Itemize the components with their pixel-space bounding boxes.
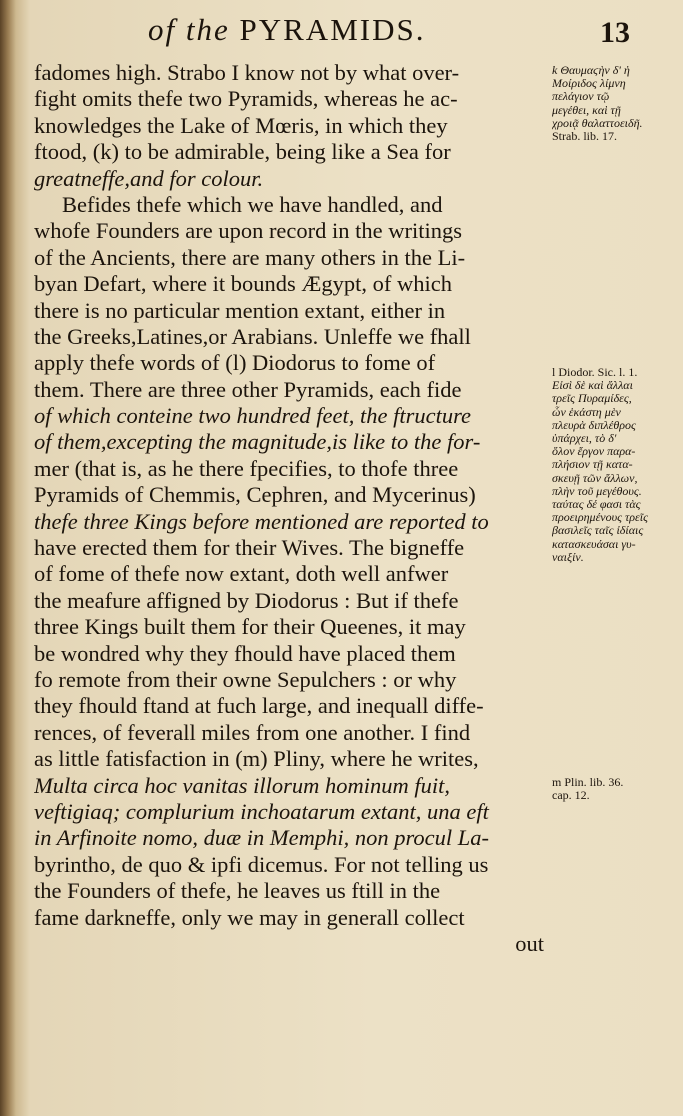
marginal-line: ὅλον ἔργον παρα- xyxy=(552,445,636,459)
text-line: knowledges the Lake of Mœris, in which they xyxy=(34,112,448,138)
text-line: Befides thefe which we have handled, and xyxy=(62,191,443,217)
running-head xyxy=(148,12,425,48)
text-line: fo remote from their owne Sepulchers : or why xyxy=(34,666,457,692)
marginal-line: μεγέθει, καὶ τῇ xyxy=(552,103,621,117)
text-line: byrintho, de quo & ipfi dicemus. For not telling us xyxy=(34,851,489,877)
text-line: of which conteine two hundred feet, the ftructure xyxy=(34,403,471,429)
marginal-note-l xyxy=(552,366,680,564)
text-line: thefe three Kings before mentioned are reported to xyxy=(34,508,489,534)
text-line: they fhould ftand at fuch large, and inequall diffe- xyxy=(34,693,484,719)
text-line: Multa circa hoc vanitas illorum hominum fuit, xyxy=(34,772,451,798)
text-line: ftood, (k) to be admirable, being like a Sea for xyxy=(34,139,451,165)
marginal-line: m Plin. lib. 36. xyxy=(552,776,624,789)
marginal-line: σκευῇ τῶν ἄλλων, xyxy=(552,471,638,485)
text-line: the Greeks,Latines,or Arabians. Unleffe we fhall xyxy=(34,323,471,349)
text-line: be wondred why they fhould have placed them xyxy=(34,640,456,666)
running-head-title: PYRAMIDS. xyxy=(239,12,426,47)
marginal-line: τρεῖς Πυραμίδες, xyxy=(552,392,632,406)
text-line: fadomes high. Strabo I know not by what over- xyxy=(34,60,460,85)
marginal-line: πελάγιον τῷ xyxy=(552,90,610,104)
text-line: veftigiaq; complurium inchoatarum extant, una eft xyxy=(34,798,489,824)
marginal-line: προειρημένους τρεῖς xyxy=(552,511,648,525)
marginal-line: βασιλεῖς ταῖς ἰδίαις xyxy=(552,524,644,538)
running-head-prefix: of the xyxy=(148,12,230,47)
marginal-note-k xyxy=(552,64,680,143)
marginal-line: χροιᾷ θαλαττοειδῆ. xyxy=(552,116,643,130)
text-line: as little fatisfaction in (m) Pliny, where he writes, xyxy=(34,746,479,772)
text-line: greatneffe,and for colour. xyxy=(34,165,264,191)
text-line: have erected them for their Wives. The bigneffe xyxy=(34,535,465,561)
text-line: of fome of thefe now extant, doth well anfwer xyxy=(34,561,449,587)
text-line: three Kings built them for their Queenes, it may xyxy=(34,614,466,640)
marginal-line: Μοίριδος λίμνη xyxy=(552,77,626,91)
text-line: them. There are three other Pyramids, each fide xyxy=(34,376,462,402)
text-line: fight omits thefe two Pyramids, whereas he ac- xyxy=(34,86,458,112)
marginal-note-m xyxy=(552,776,680,802)
marginal-line: Εἰσὶ δὲ καὶ ἄλλαι xyxy=(552,379,633,393)
page-header xyxy=(110,8,630,48)
text-line: rences, of feverall miles from one another. I find xyxy=(34,719,471,745)
marginal-line: l Diodor. Sic. l. 1. xyxy=(552,366,638,379)
page-number: 13 xyxy=(600,16,630,49)
text-line: in Arfinoite nomo, duæ in Memphi, non procul La- xyxy=(34,825,489,851)
text-line: the meafure affigned by Diodorus : But if thefe xyxy=(34,587,459,613)
marginal-line: ὧν ἑκάστη μὲν xyxy=(552,405,621,419)
text-line: fame darkneffe, only we may in generall collect xyxy=(34,904,465,930)
marginal-line: cap. 12. xyxy=(552,789,590,803)
marginal-line: ναιξίν. xyxy=(552,550,584,564)
text-line: there is no particular mention extant, either in xyxy=(34,297,446,323)
text-line: byan Defart, where it bounds Ægypt, of which xyxy=(34,271,453,297)
text-line: apply thefe words of (l) Diodorus to fome of xyxy=(34,350,436,376)
marginal-line: πλευρὰ διπλέθρος xyxy=(552,418,636,432)
marginal-line: k Θαυμαϛὴν δ' ἡ xyxy=(552,64,630,77)
text-line: mer (that is, as he there fpecifies, to thofe three xyxy=(34,455,459,481)
text-line: Pyramids of Chemmis, Cephren, and Mycerinus) xyxy=(34,482,476,508)
marginal-line: κατασκευάσαι γυ- xyxy=(552,537,636,551)
marginal-line: πλήσιον τῇ κατα- xyxy=(552,458,633,472)
main-text xyxy=(34,60,546,957)
marginal-line: πλὴν τοῦ μεγέθους. xyxy=(552,484,642,498)
marginal-line: ὑπάρχει, τὸ δ' xyxy=(552,432,617,446)
text-line: whofe Founders are upon record in the writings xyxy=(34,218,463,244)
catchword: out xyxy=(515,930,544,956)
text-line: of the Ancients, there are many others in the Li- xyxy=(34,244,466,270)
text-line: the Founders of thefe, he leaves us ftill in the xyxy=(34,878,441,904)
marginal-line: ταύτας δέ φασι τὰς xyxy=(552,498,641,512)
marginal-line: Strab. lib. 17. xyxy=(552,130,617,144)
text-line: of them,excepting the magnitude,is like to the for- xyxy=(34,429,481,455)
